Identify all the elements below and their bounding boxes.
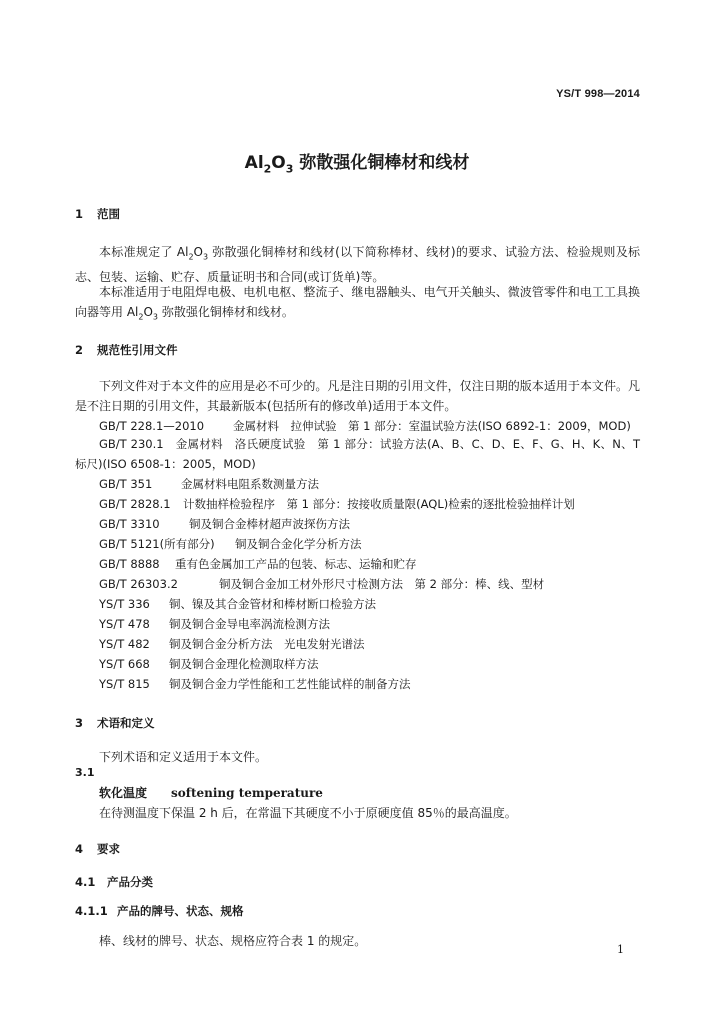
text-run: 弥散强化铜棒材和线材(以下简称棒材、线材)的要求、试验方法、检验规则及标志、包装、运输、贮存、质量证明书和合同(或订货单)等。 — [75, 245, 641, 285]
text-run: 本标准规定了 Al — [99, 245, 189, 259]
reference-title: 铜及铜合金加工材外形尺寸检测方法 第 2 部分：棒、线、型材 — [219, 577, 545, 591]
reference-item — [75, 434, 640, 474]
reference-item — [99, 576, 544, 592]
reference-title: 铜、镍及其合金管材和棒材断口检验方法 — [169, 597, 376, 611]
reference-item — [99, 536, 362, 552]
section-title: 术语和定义 — [97, 716, 155, 730]
section-title: 要求 — [97, 842, 120, 856]
reference-title: 计数抽样检验程序 第 1 部分：按接收质量限(AQL)检索的逐批检验抽样计划 — [183, 497, 575, 511]
subsection-heading-4-1 — [75, 874, 153, 890]
subscript: 3 — [203, 252, 209, 262]
section-heading-3 — [75, 715, 155, 731]
reference-item — [99, 656, 319, 672]
term-definition: 在待测温度下保温 2 h 后，在常温下其硬度不小于原硬度值 85％的最高温度。 — [99, 806, 517, 820]
reference-item — [99, 476, 319, 492]
reference-item — [99, 418, 631, 434]
term-english: softening temperature — [171, 786, 323, 800]
reference-item — [99, 636, 365, 652]
term-number: 3.1 — [75, 766, 95, 779]
reference-title: 金属材料电阻系数测量方法 — [181, 477, 319, 491]
section-number: 4 — [75, 842, 84, 856]
reference-item — [99, 676, 411, 692]
section-heading-4 — [75, 841, 120, 857]
reference-title: 金属材料 拉伸试验 第 1 部分：室温试验方法(ISO 6892-1：2009，MOD) — [233, 419, 631, 433]
section-title: 规范性引用文件 — [97, 343, 178, 357]
reference-title: 铜及铜合金棒材超声波探伤方法 — [189, 517, 350, 531]
reference-code: YS/T 668 — [99, 657, 150, 671]
section-title: 产品分类 — [107, 875, 153, 889]
reference-title: 铜及铜合金理化检测取样方法 — [169, 657, 319, 671]
title-subscript: 3 — [285, 162, 294, 176]
text-run: 本标准适用于电阻焊电极、电机电枢、整流子、继电器触头、电气开关触头、微波管零件和电工工具换向器等用 Al — [75, 285, 640, 319]
reference-item — [99, 496, 575, 512]
reference-code: GB/T 230.1 — [99, 437, 164, 451]
reference-item — [99, 596, 376, 612]
normative-intro: 下列文件对于本文件的应用是必不可少的。凡是注日期的引用文件，仅注日期的版本适用于本文件。凡是不注日期的引用文件，其最新版本(包括所有的修改单)适用于本文件。 — [75, 379, 640, 413]
subscript: 3 — [152, 312, 158, 322]
section-number: 3 — [75, 716, 84, 730]
reference-item — [99, 556, 417, 572]
section-number: 2 — [75, 343, 84, 357]
section-heading-2 — [75, 342, 178, 358]
reference-code: GB/T 26303.2 — [99, 577, 178, 591]
section-number: 1 — [75, 207, 84, 221]
reference-code: GB/T 351 — [99, 477, 153, 491]
reference-item — [99, 516, 350, 532]
scope-paragraph-1 — [75, 242, 640, 287]
reference-item — [99, 616, 330, 632]
reference-title: 铜及铜合金分析方法 光电发射光谱法 — [169, 637, 365, 651]
page-title — [0, 148, 714, 175]
requirements-text: 棒、线材的牌号、状态、规格应符合表 1 的规定。 — [99, 934, 367, 948]
reference-code: GB/T 5121(所有部分) — [99, 537, 215, 551]
reference-code: GB/T 3310 — [99, 517, 160, 531]
section-title: 范围 — [97, 207, 120, 221]
text-run: O — [193, 245, 203, 259]
reference-title: 铜及铜合金导电率涡流检测方法 — [169, 617, 330, 631]
subsection-heading-4-1-1 — [75, 903, 244, 919]
section-number: 4.1.1 — [75, 904, 108, 918]
reference-code: GB/T 8888 — [99, 557, 160, 571]
subscript: 2 — [138, 312, 144, 322]
section-number: 4.1 — [75, 875, 96, 889]
reference-title: 金属材料 洛氏硬度试验 第 1 部分：试验方法(A、B、C、D、E、F、G、H、K、N、T 标尺)(ISO 6508-1：2005，MOD) — [75, 437, 640, 471]
terms-intro: 下列术语和定义适用于本文件。 — [99, 750, 268, 764]
title-part: 弥散强化铜棒材和线材 — [293, 153, 470, 173]
section-title: 产品的牌号、状态、规格 — [117, 904, 244, 918]
reference-code: YS/T 815 — [99, 677, 150, 691]
reference-code: GB/T 2828.1 — [99, 497, 171, 511]
title-part: O — [271, 153, 286, 173]
text-run: O — [143, 305, 153, 319]
title-part: Al — [244, 153, 264, 173]
term-heading — [99, 784, 323, 801]
reference-code: YS/T 336 — [99, 597, 150, 611]
scope-paragraph-2 — [75, 282, 640, 327]
reference-title: 铜及铜合金力学性能和工艺性能试样的制备方法 — [169, 677, 411, 691]
term-chinese: 软化温度 — [99, 786, 148, 800]
reference-code: YS/T 478 — [99, 617, 150, 631]
reference-title: 重有色金属加工产品的包装、标志、运输和贮存 — [175, 557, 417, 571]
section-heading-1 — [75, 206, 120, 222]
page-number: 1 — [617, 943, 624, 956]
reference-code: YS/T 482 — [99, 637, 150, 651]
standard-code: YS/T 998—2014 — [556, 88, 640, 100]
reference-title: 铜及铜合金化学分析方法 — [235, 537, 362, 551]
subscript: 2 — [188, 252, 194, 262]
text-run: 弥散强化铜棒材和线材。 — [158, 305, 294, 319]
title-subscript: 2 — [263, 162, 272, 176]
reference-code: GB/T 228.1—2010 — [99, 419, 205, 433]
